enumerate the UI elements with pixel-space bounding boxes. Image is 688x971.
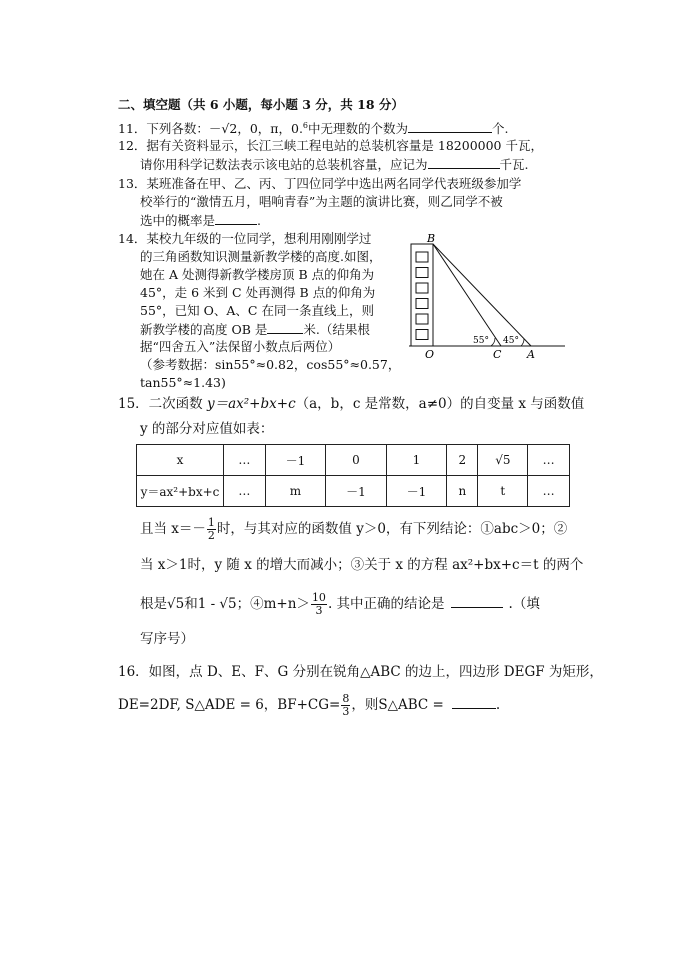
frac-numerator: 1 — [207, 516, 215, 529]
label-o: O — [425, 348, 435, 361]
building-window — [416, 314, 428, 324]
label-a: A — [527, 348, 535, 361]
q12-line1: 12．据有关资料显示，长江三峡工程电站的总装机容量是 18200000 千瓦， — [118, 138, 543, 153]
q13-answer-blank[interactable] — [215, 212, 257, 225]
table-cell: … — [528, 445, 570, 476]
angle-arc-c — [491, 338, 495, 346]
q16-line2 — [118, 693, 500, 718]
q11-text-after: 中无理数的个数为 — [308, 121, 409, 137]
table-cell: √5 — [478, 445, 528, 476]
q14-line8: （参考数据：sin55°≈0.82，cos55°≈0.57， — [140, 357, 401, 372]
q13-end: . — [257, 213, 261, 228]
q16-fraction — [341, 693, 350, 718]
q13-line3 — [140, 212, 261, 229]
q15-function: y＝ax²+bx+c — [206, 396, 296, 412]
q14-line2: 的三角函数知识测量新教学楼的高度.如图， — [140, 249, 382, 264]
q16-line2a: DE=2DF, S△ADE = 6，BF+CG= — [118, 697, 341, 713]
frac-numerator: 10 — [311, 591, 326, 604]
q12-unit: 千瓦. — [499, 157, 529, 172]
q15-line1 — [118, 395, 584, 413]
frac-numerator: 8 — [342, 692, 350, 705]
label-b: B — [427, 232, 436, 245]
q15-cond-line3c: .（填 — [508, 596, 540, 612]
table-cell: 1 — [386, 445, 446, 476]
q15-cond-line3a: 根是√5和1 - √5；④m+n＞ — [140, 596, 310, 612]
q14-line6a: 新教学楼的高度 OB 是 — [140, 322, 268, 337]
sight-line-c — [433, 244, 501, 346]
building-window — [416, 299, 428, 309]
table-cell: 2 — [447, 445, 478, 476]
q15-cond-b: 时，与其对应的函数值 y＞0，有下列结论：①abc＞0；② — [216, 521, 568, 537]
q13-line2: 校举行的“激情五月，唱响青春”为主题的演讲比赛，则乙同学不被 — [140, 194, 503, 209]
table-cell: … — [528, 476, 570, 507]
table-row-y — [137, 476, 570, 507]
q12-line2-text: 请你用科学记数法表示该电站的总装机容量，应记为 — [140, 157, 428, 172]
q12-line2 — [140, 156, 529, 173]
building-window — [416, 268, 428, 278]
q14-line4: 45°，走 6 米到 C 处再测得 B 点的仰角为 — [140, 285, 376, 300]
q15-fraction-ten-thirds — [311, 592, 327, 617]
q14-line5: 55°，已知 O、A、C 在同一条直线上，则 — [140, 303, 374, 318]
building-window — [416, 283, 428, 293]
q15-answer-blank[interactable] — [451, 595, 503, 608]
q15-cond-line4: 写序号） — [140, 631, 194, 647]
frac-denominator: 3 — [315, 604, 323, 617]
q14-line6b: 米.（结果根 — [303, 322, 370, 337]
q14-line9: tan55°≈1.43) — [140, 375, 226, 390]
table-cell: －1 — [326, 476, 386, 507]
table-cell: －1 — [265, 445, 325, 476]
table-cell: m — [265, 476, 325, 507]
q13-line3-text: 选中的概率是 — [140, 213, 216, 228]
angle-label-c: 55° — [473, 336, 489, 346]
q15-value-table — [136, 444, 570, 507]
q15-line1b: （a，b，c 是常数，a≠0）的自变量 x 与函数值 — [295, 396, 585, 412]
q14-line6 — [140, 321, 370, 338]
table-cell: y＝ax²+bx+c — [137, 476, 224, 507]
table-cell: x — [137, 445, 224, 476]
table-cell: t — [478, 476, 528, 507]
question-11 — [118, 118, 509, 137]
q13-line1: 13．某班准备在甲、乙、丙、丁四位同学中选出两名同学代表班级参加学 — [118, 176, 522, 191]
q15-cond-line2: 当 x＞1时，y 随 x 的增大而减小；③关于 x 的方程 ax²+bx+c＝t 的两个 — [140, 557, 584, 573]
q14-figure — [405, 230, 577, 362]
q15-cond-line3 — [140, 592, 540, 617]
q15-fraction-half — [207, 517, 216, 542]
table-cell: 0 — [326, 445, 386, 476]
frac-denominator: 2 — [207, 529, 215, 542]
table-cell: n — [447, 476, 478, 507]
angle-label-a: 45° — [503, 336, 519, 346]
q16-end: . — [495, 697, 501, 713]
q15-line1a: 15．二次函数 — [118, 396, 207, 412]
q15-line2: y 的部分对应值如表： — [140, 421, 274, 437]
q11-repeat-digit: 6 — [302, 121, 309, 130]
building-window — [416, 252, 428, 262]
q15-cond-a: 且当 x＝－ — [140, 521, 206, 537]
angle-arc-a — [521, 339, 524, 346]
q16-line2b: ，则S△ABC = — [351, 697, 444, 713]
section-title: 二、填空题（共 6 小题，每小题 3 分，共 18 分） — [118, 97, 404, 112]
table-row-x — [137, 445, 570, 476]
frac-denominator: 3 — [342, 705, 350, 718]
label-c: C — [493, 348, 502, 361]
q11-text-before: 11．下列各数： — [118, 121, 209, 137]
q15-cond-line3b: . 其中正确的结论是 — [327, 596, 445, 612]
q14-answer-blank[interactable] — [267, 321, 303, 334]
q14-line7: 据“四舍五入”法保留小数点后两位） — [140, 339, 341, 354]
table-cell: … — [224, 445, 266, 476]
q12-answer-blank[interactable] — [428, 156, 500, 169]
table-cell: －1 — [386, 476, 446, 507]
building-windows — [416, 252, 428, 340]
q16-answer-blank[interactable] — [452, 696, 496, 709]
building — [411, 244, 433, 346]
table-cell: … — [224, 476, 266, 507]
q15-cond-line1 — [140, 517, 567, 542]
q11-answer-blank[interactable] — [408, 120, 492, 133]
sight-line-a — [433, 244, 531, 346]
q14-line1: 14．某校九年级的一位同学，想利用刚刚学过 — [118, 231, 372, 246]
q14-line3: 她在 A 处测得新教学楼房顶 B 点的仰角为 — [140, 267, 375, 282]
q11-unit: 个. — [492, 121, 509, 137]
q16-line1: 16．如图，点 D、E、F、G 分别在锐角△ABC 的边上，四边形 DEGF 为矩形， — [118, 664, 603, 680]
q11-items: －√2，0，π，0. — [208, 121, 303, 137]
building-window — [416, 330, 428, 340]
